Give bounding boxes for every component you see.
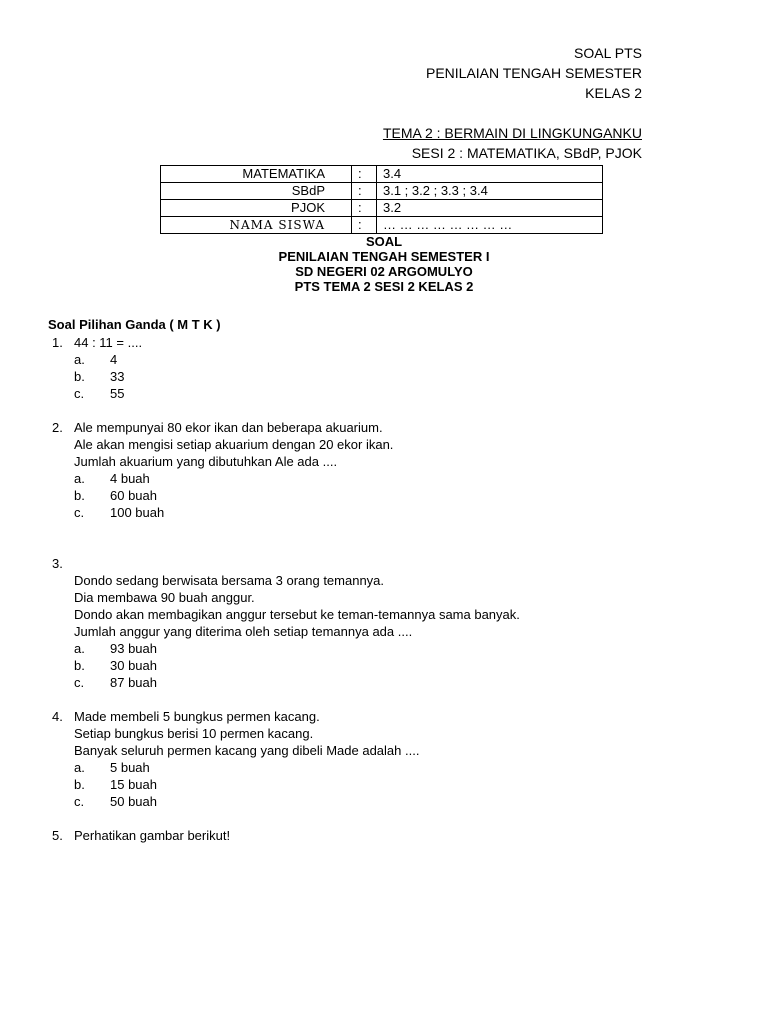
info-label: PJOK (161, 200, 352, 217)
question-number: 3. (52, 556, 63, 571)
info-label: NAMA SISWA (161, 217, 352, 234)
info-separator: : (352, 217, 377, 234)
question-text: 44 : 11 = .... (74, 335, 143, 350)
question-text: Made membeli 5 bungkus permen kacang. (74, 709, 320, 724)
info-separator: : (352, 166, 377, 183)
option-letter: a. (74, 352, 85, 367)
question-text: Jumlah anggur yang diterima oleh setiap temannya ada .... (74, 624, 413, 639)
option-text: 5 buah (110, 760, 150, 775)
question-5 (48, 827, 728, 844)
info-separator: : (352, 200, 377, 217)
question-1 (48, 334, 728, 402)
info-value: 3.1 ; 3.2 ; 3.3 ; 3.4 (377, 183, 603, 200)
header-theme: TEMA 2 : BERMAIN DI LINGKUNGANKU (382, 125, 642, 141)
question-text: Ale mempunyai 80 ekor ikan dan beberapa akuarium. (74, 420, 383, 435)
exam-title-line: PENILAIAN TENGAH SEMESTER I (278, 249, 490, 264)
option-letter: a. (74, 471, 85, 486)
header-class: KELAS 2 (585, 85, 642, 101)
question-list (48, 334, 728, 844)
option-text: 93 buah (110, 641, 157, 656)
option-text: 100 buah (110, 505, 165, 520)
info-row-nama-siswa (161, 217, 603, 234)
answer-option[interactable] (48, 470, 728, 487)
info-label: MATEMATIKA (161, 166, 352, 183)
option-letter: c. (74, 386, 85, 401)
info-row-pjok (161, 200, 603, 217)
answer-option[interactable] (48, 368, 728, 385)
answer-option[interactable] (48, 487, 728, 504)
question-text: Setiap bungkus berisi 10 permen kacang. (74, 726, 314, 741)
exam-title-line: SOAL (365, 234, 403, 249)
answer-option[interactable] (48, 793, 728, 810)
option-text: 4 buah (110, 471, 150, 486)
header-title: SOAL PTS (574, 45, 642, 61)
question-text: Jumlah akuarium yang dibutuhkan Ale ada .... (74, 454, 338, 469)
option-letter: c. (74, 505, 85, 520)
question-text: Perhatikan gambar berikut! (74, 828, 231, 843)
question-3 (48, 555, 728, 691)
section-title: Soal Pilihan Ganda ( M T K ) (48, 317, 221, 332)
option-letter: c. (74, 675, 85, 690)
info-value: 3.2 (377, 200, 603, 217)
option-text: 87 buah (110, 675, 157, 690)
option-letter: b. (74, 488, 85, 503)
option-text: 50 buah (110, 794, 157, 809)
question-number: 1. (52, 335, 63, 350)
option-text: 4 (110, 352, 118, 367)
option-text: 15 buah (110, 777, 157, 792)
question-text: Dia membawa 90 buah anggur. (74, 590, 255, 605)
questions-section (48, 316, 728, 844)
info-separator: : (352, 183, 377, 200)
info-row-matematika (161, 166, 603, 183)
question-text: Dondo akan membagikan anggur tersebut ke teman-temannya sama banyak. (74, 607, 520, 622)
question-number: 2. (52, 420, 63, 435)
school-name: SD NEGERI 02 ARGOMULYO (295, 264, 473, 279)
header-subtitle: PENILAIAN TENGAH SEMESTER (425, 65, 642, 81)
option-letter: c. (74, 794, 85, 809)
document-header (383, 43, 642, 163)
answer-option[interactable] (48, 385, 728, 402)
info-value: 3.4 (377, 166, 603, 183)
answer-option[interactable] (48, 759, 728, 776)
option-text: 60 buah (110, 488, 157, 503)
answer-option[interactable] (48, 776, 728, 793)
answer-option[interactable] (48, 657, 728, 674)
question-text: Ale akan mengisi setiap akuarium dengan 20 ekor ikan. (74, 437, 394, 452)
option-letter: b. (74, 658, 85, 673)
option-letter: b. (74, 777, 85, 792)
exam-title-line: PTS TEMA 2 SESI 2 KELAS 2 (294, 279, 474, 294)
header-session: SESI 2 : MATEMATIKA, SBdP, PJOK (411, 145, 642, 161)
option-letter: a. (74, 641, 85, 656)
question-number: 4. (52, 709, 63, 724)
option-letter: b. (74, 369, 85, 384)
info-label: SBdP (161, 183, 352, 200)
question-text: Dondo sedang berwisata bersama 3 orang temannya. (74, 573, 385, 588)
question-number: 5. (52, 828, 63, 843)
exam-title (0, 234, 768, 294)
option-text: 55 (110, 386, 125, 401)
question-2 (48, 419, 728, 521)
answer-option[interactable] (48, 640, 728, 657)
question-text: Banyak seluruh permen kacang yang dibeli Made adalah .... (74, 743, 420, 758)
answer-option[interactable] (48, 674, 728, 691)
option-letter: a. (74, 760, 85, 775)
answer-option[interactable] (48, 351, 728, 368)
question-4 (48, 708, 728, 810)
question-text (48, 555, 728, 572)
info-row-sbdp (161, 183, 603, 200)
option-text: 30 buah (110, 658, 157, 673)
info-table (160, 165, 603, 234)
answer-option[interactable] (48, 504, 728, 521)
student-name-field[interactable]: … … … … … … … … (377, 217, 603, 234)
option-text: 33 (110, 369, 125, 384)
